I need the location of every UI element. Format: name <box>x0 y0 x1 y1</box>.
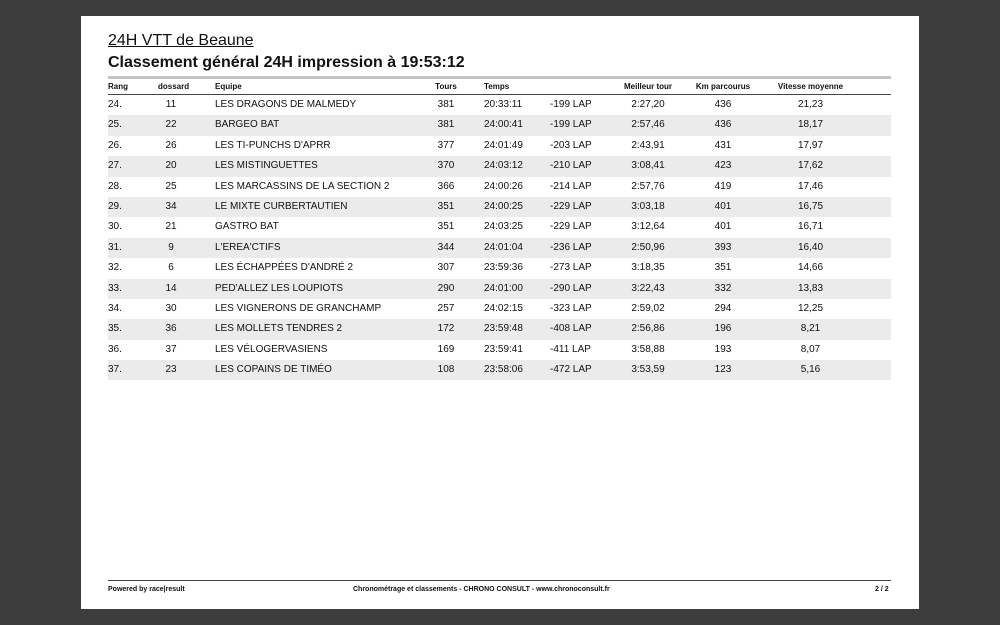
cell-temps: 23:59:36 <box>484 262 523 274</box>
cell-vitesse-moyenne: 5,16 <box>800 364 821 376</box>
cell-equipe: LES TI-PUNCHS D'APRR <box>215 139 331 151</box>
cell-temps: 23:59:48 <box>484 323 523 335</box>
table-row <box>108 217 891 237</box>
cell-dossard: 14 <box>165 282 177 294</box>
cell-vitesse-moyenne: 16,71 <box>797 221 824 233</box>
table-row <box>108 258 891 278</box>
cell-dossard: 34 <box>165 200 177 212</box>
cell-meilleur-tour: 3:22,43 <box>631 282 665 294</box>
table-row <box>108 115 891 135</box>
cell-temps: 24:02:15 <box>484 302 523 314</box>
cell-meilleur-tour: 2:43,91 <box>631 139 665 151</box>
cell-km-parcourus: 351 <box>714 262 732 274</box>
cell-lap-diff: -323 LAP <box>550 302 592 314</box>
cell-equipe: LES VIGNERONS DE GRANCHAMP <box>215 302 382 314</box>
cell-rang: 30. <box>108 221 122 233</box>
cell-tours: 381 <box>437 99 455 110</box>
cell-equipe: LES DRAGONS DE MALMEDY <box>215 99 357 110</box>
cell-meilleur-tour: 2:59,02 <box>631 302 665 314</box>
table-row <box>108 299 891 319</box>
table-row <box>108 279 891 299</box>
cell-temps: 24:00:25 <box>484 200 523 212</box>
table-row <box>108 156 891 176</box>
cell-dossard: 25 <box>165 180 177 192</box>
cell-dossard: 30 <box>165 302 177 314</box>
table-row <box>108 360 891 380</box>
cell-rang: 29. <box>108 200 122 212</box>
cell-lap-diff: -229 LAP <box>550 221 592 233</box>
cell-rang: 31. <box>108 241 122 253</box>
cell-km-parcourus: 436 <box>714 119 732 131</box>
cell-dossard: 22 <box>165 119 177 131</box>
cell-meilleur-tour: 3:08,41 <box>631 160 665 172</box>
cell-temps: 24:03:25 <box>484 221 523 233</box>
cell-lap-diff: -408 LAP <box>550 323 592 335</box>
cell-lap-diff: -472 LAP <box>550 364 592 376</box>
cell-tours: 257 <box>437 302 455 314</box>
results-table <box>108 95 891 380</box>
cell-temps: 20:33:11 <box>484 99 523 110</box>
cell-vitesse-moyenne: 12,25 <box>797 302 824 314</box>
cell-lap-diff: -199 LAP <box>550 119 592 131</box>
cell-equipe: LES MISTINGUETTES <box>215 160 318 172</box>
cell-meilleur-tour: 2:57,46 <box>631 119 665 131</box>
cell-dossard: 37 <box>165 343 177 355</box>
cell-dossard: 26 <box>165 139 177 151</box>
cell-km-parcourus: 401 <box>714 200 732 212</box>
cell-vitesse-moyenne: 14,66 <box>797 262 824 274</box>
cell-equipe: BARGEO BAT <box>215 119 280 131</box>
cell-meilleur-tour: 3:53,59 <box>631 364 665 376</box>
cell-rang: 24. <box>108 99 122 110</box>
cell-temps: 23:59:41 <box>484 343 523 355</box>
cell-equipe: LE MIXTE CURBERTAUTIEN <box>215 200 348 212</box>
cell-temps: 23:58:06 <box>484 364 523 376</box>
cell-lap-diff: -236 LAP <box>550 241 592 253</box>
cell-km-parcourus: 123 <box>714 364 732 376</box>
header-rule <box>108 76 891 79</box>
cell-rang: 27. <box>108 160 122 172</box>
cell-lap-diff: -199 LAP <box>550 99 592 110</box>
cell-tours: 290 <box>437 282 455 294</box>
cell-lap-diff: -229 LAP <box>550 200 592 212</box>
table-row <box>108 238 891 258</box>
cell-lap-diff: -203 LAP <box>550 139 592 151</box>
column-header-km-parcourus: Km parcourus <box>695 82 751 91</box>
footer-credits: Chronométrage et classements - CHRONO CONSULT - www.chronoconsult.fr <box>353 586 610 593</box>
column-header-dossard: dossard <box>158 82 190 91</box>
cell-tours: 366 <box>437 180 455 192</box>
cell-rang: 28. <box>108 180 122 192</box>
cell-meilleur-tour: 3:12,64 <box>631 221 665 233</box>
table-row <box>108 197 891 217</box>
table-row <box>108 95 891 115</box>
cell-dossard: 23 <box>165 364 177 376</box>
column-header-tours: Tours <box>435 82 457 91</box>
cell-km-parcourus: 423 <box>714 160 732 172</box>
cell-tours: 351 <box>437 221 455 233</box>
cell-rang: 37. <box>108 364 122 376</box>
cell-meilleur-tour: 3:18,35 <box>631 262 665 274</box>
cell-lap-diff: -214 LAP <box>550 180 592 192</box>
cell-lap-diff: -210 LAP <box>550 160 592 172</box>
cell-km-parcourus: 193 <box>714 343 732 355</box>
cell-vitesse-moyenne: 8,21 <box>800 323 821 335</box>
cell-rang: 34. <box>108 302 122 314</box>
cell-vitesse-moyenne: 21,23 <box>797 99 824 110</box>
table-header <box>108 82 891 95</box>
cell-equipe: GASTRO BAT <box>215 221 279 233</box>
table-row <box>108 136 891 156</box>
cell-rang: 35. <box>108 323 122 335</box>
cell-meilleur-tour: 3:58,88 <box>631 343 665 355</box>
cell-meilleur-tour: 2:27,20 <box>631 99 665 110</box>
cell-tours: 169 <box>437 343 455 355</box>
cell-rang: 25. <box>108 119 122 131</box>
cell-km-parcourus: 401 <box>714 221 732 233</box>
cell-equipe: LES MOLLETS TENDRES 2 <box>215 323 343 335</box>
footer-powered-by: Powered by race|result <box>108 586 185 593</box>
cell-equipe: LES MARCASSINS DE LA SECTION 2 <box>215 180 390 192</box>
cell-tours: 344 <box>437 241 455 253</box>
column-header-meilleur-tour: Meilleur tour <box>623 82 672 91</box>
cell-dossard: 21 <box>165 221 177 233</box>
cell-equipe: LES COPAINS DE TIMÉO <box>215 364 332 376</box>
cell-equipe: LES VÉLOGERVASIENS <box>215 343 328 355</box>
cell-dossard: 11 <box>165 99 177 110</box>
cell-dossard: 6 <box>168 262 174 274</box>
table-row <box>108 177 891 197</box>
cell-vitesse-moyenne: 17,46 <box>797 180 824 192</box>
cell-tours: 172 <box>437 323 455 335</box>
cell-meilleur-tour: 2:57,76 <box>631 180 665 192</box>
cell-km-parcourus: 196 <box>714 323 732 335</box>
cell-vitesse-moyenne: 16,40 <box>797 241 824 253</box>
cell-meilleur-tour: 3:03,18 <box>631 200 665 212</box>
cell-tours: 307 <box>437 262 455 274</box>
cell-equipe: LES ÉCHAPPÉES D'ANDRÉ 2 <box>215 262 354 274</box>
footer-page-number: 2 / 2 <box>875 586 889 593</box>
cell-vitesse-moyenne: 16,75 <box>797 200 824 212</box>
cell-dossard: 9 <box>168 241 174 253</box>
cell-lap-diff: -411 LAP <box>550 343 591 355</box>
cell-km-parcourus: 294 <box>714 302 732 314</box>
cell-rang: 26. <box>108 139 122 151</box>
cell-tours: 377 <box>437 139 455 151</box>
cell-rang: 33. <box>108 282 122 294</box>
cell-vitesse-moyenne: 8,07 <box>800 343 821 355</box>
cell-meilleur-tour: 2:56,86 <box>631 323 665 335</box>
table-row <box>108 319 891 339</box>
cell-rang: 32. <box>108 262 122 274</box>
page-title: Classement général 24H impression à 19:53:12 <box>108 54 465 71</box>
cell-meilleur-tour: 2:50,96 <box>631 241 665 253</box>
cell-km-parcourus: 431 <box>714 139 732 151</box>
cell-km-parcourus: 419 <box>714 180 732 192</box>
cell-vitesse-moyenne: 17,62 <box>797 160 824 172</box>
cell-temps: 24:01:04 <box>484 241 523 253</box>
document-page <box>81 16 919 609</box>
cell-km-parcourus: 332 <box>714 282 732 294</box>
cell-vitesse-moyenne: 17,97 <box>797 139 824 151</box>
cell-tours: 108 <box>437 364 455 376</box>
cell-dossard: 20 <box>165 160 177 172</box>
column-header-vitesse-moyenne: Vitesse moyenne <box>777 82 844 91</box>
cell-temps: 24:00:41 <box>484 119 523 131</box>
cell-temps: 24:00:26 <box>484 180 523 192</box>
cell-temps: 24:01:49 <box>484 139 523 151</box>
cell-temps: 24:03:12 <box>484 160 523 172</box>
table-row <box>108 340 891 360</box>
column-header-temps: Temps <box>484 82 510 91</box>
cell-vitesse-moyenne: 18,17 <box>797 119 824 131</box>
footer-rule <box>108 580 891 581</box>
cell-tours: 351 <box>437 200 455 212</box>
column-header-equipe: Equipe <box>215 82 242 91</box>
cell-temps: 24:01:00 <box>484 282 523 294</box>
cell-equipe: L'EREA'CTIFS <box>215 241 281 253</box>
cell-tours: 381 <box>437 119 455 131</box>
cell-vitesse-moyenne: 13,83 <box>797 282 824 294</box>
cell-dossard: 36 <box>165 323 177 335</box>
cell-rang: 36. <box>108 343 122 355</box>
cell-lap-diff: -273 LAP <box>550 262 592 274</box>
cell-equipe: PED'ALLEZ LES LOUPIOTS <box>215 282 344 294</box>
event-title: 24H VTT de Beaune <box>108 32 254 49</box>
cell-lap-diff: -290 LAP <box>550 282 592 294</box>
cell-tours: 370 <box>437 160 455 172</box>
cell-km-parcourus: 436 <box>714 99 732 110</box>
cell-km-parcourus: 393 <box>714 241 732 253</box>
column-header-rang: Rang <box>108 82 128 91</box>
